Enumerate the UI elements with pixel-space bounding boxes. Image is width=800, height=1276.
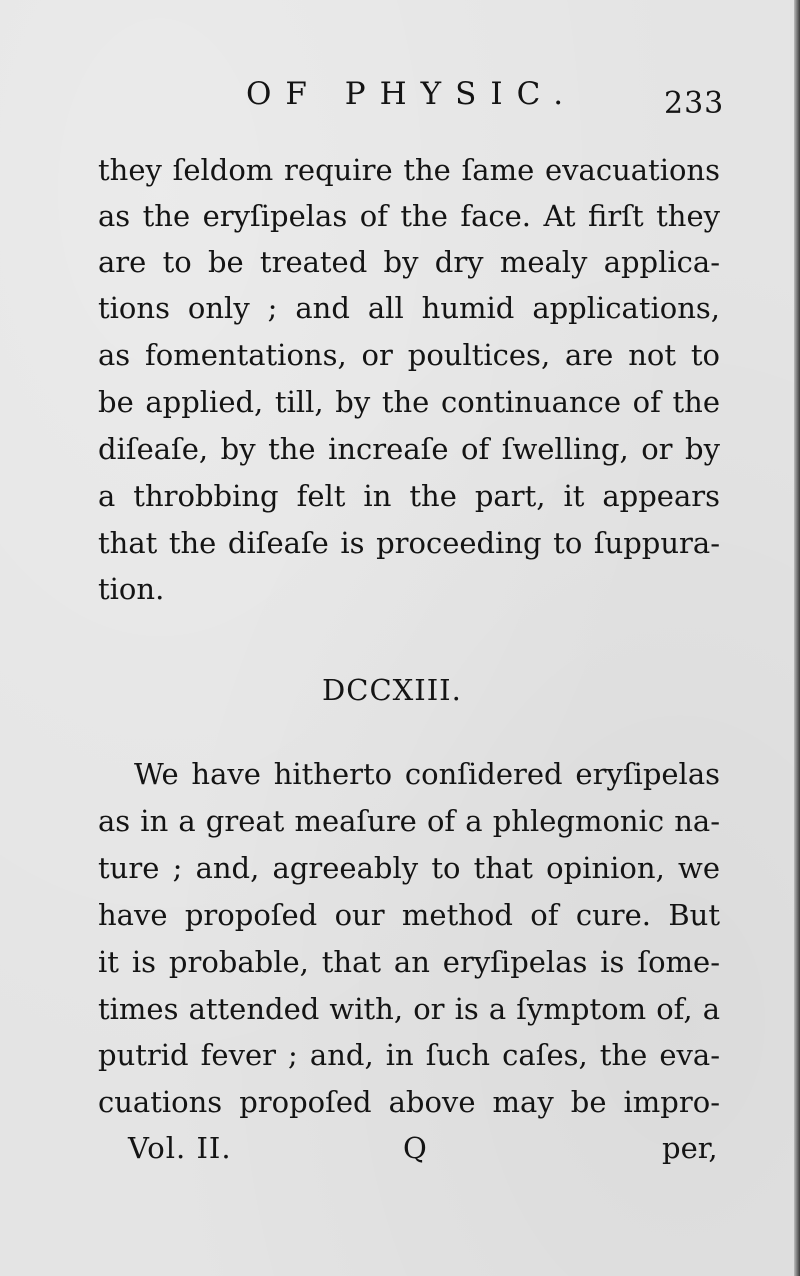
text-line: are to be treated by dry mealy applica-	[98, 245, 720, 279]
text-line: it is probable, that an eryſipelas is ſome-	[98, 945, 720, 979]
text-line: diſeaſe, by the increaſe of ſwelling, or by	[98, 432, 720, 466]
text-line: as the eryſipelas of the face. At firſt they	[98, 199, 720, 233]
catchword: per,	[662, 1131, 718, 1165]
text-line: have propoſed our method of cure. But	[98, 898, 720, 932]
text-line: We have hitherto conſidered eryſipelas	[134, 757, 720, 791]
signature-mark: Q	[403, 1131, 427, 1165]
text-line: cuations propoſed above may be impro-	[98, 1085, 720, 1119]
text-line: putrid fever ; and, in ſuch caſes, the eva-	[98, 1038, 720, 1072]
section-heading: DCCXIII.	[322, 673, 462, 707]
text-line: tion.	[98, 572, 165, 606]
volume-label: Vol. II.	[128, 1131, 232, 1165]
text-line: they ſeldom require the ſame evacuations	[98, 153, 720, 187]
text-line: tions only ; and all humid applications,	[98, 291, 720, 325]
text-line: a throbbing felt in the part, it appears	[98, 479, 720, 513]
text-line: as in a great meaſure of a phlegmonic na-	[98, 804, 720, 838]
text-line: times attended with, or is a ſymptom of, a	[98, 992, 720, 1026]
text-line: be applied, till, by the continuance of the	[98, 385, 720, 419]
text-line: as fomentations, or poultices, are not to	[98, 338, 720, 372]
page-number: 233	[664, 86, 725, 121]
text-line: that the diſeaſe is proceeding to ſuppura-	[98, 526, 720, 560]
running-head-title: OF PHYSIC.	[246, 76, 578, 112]
text-line: ture ; and, agreeably to that opinion, we	[98, 851, 720, 885]
page-edge-shadow	[794, 0, 800, 1276]
